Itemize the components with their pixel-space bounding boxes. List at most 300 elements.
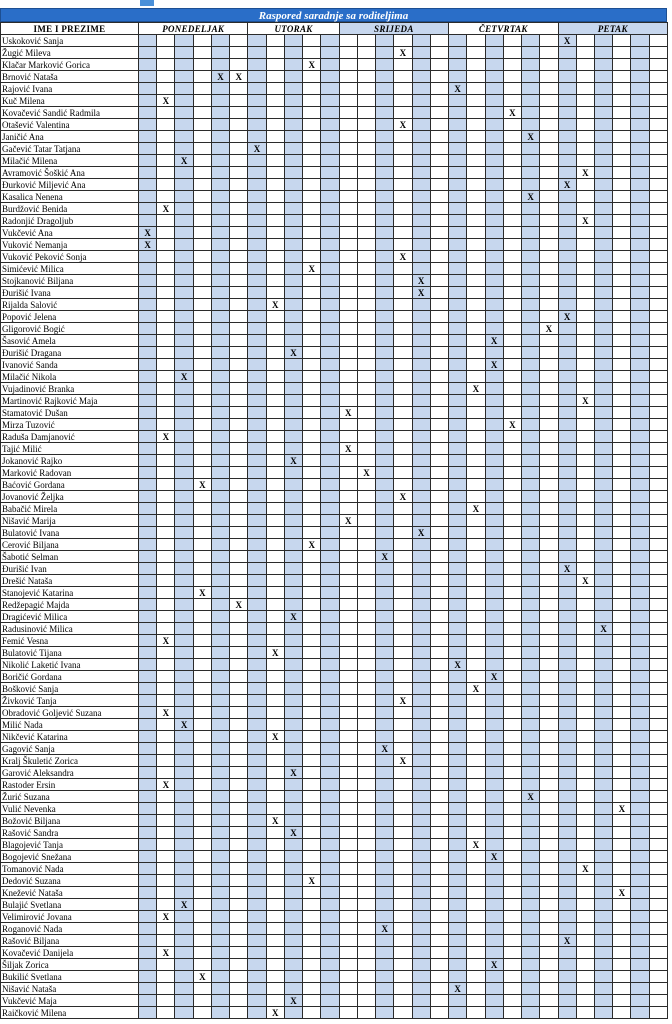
slot-cell	[412, 719, 430, 731]
person-name: Janičić Ana	[1, 131, 139, 143]
slot-cell	[303, 479, 321, 491]
slot-cell	[558, 791, 576, 803]
slot-cell	[357, 131, 375, 143]
slot-cell	[266, 71, 284, 83]
slot-cell	[467, 371, 485, 383]
slot-cell	[558, 287, 576, 299]
slot-cell	[576, 107, 594, 119]
slot-cell	[193, 179, 211, 191]
slot-cell	[594, 563, 612, 575]
slot-cell	[230, 563, 248, 575]
slot-cell	[594, 299, 612, 311]
table-row	[1, 1007, 668, 1019]
slot-cell	[558, 827, 576, 839]
slot-cell	[139, 839, 157, 851]
slot-cell	[193, 731, 211, 743]
slot-cell	[503, 695, 521, 707]
slot-cell	[248, 119, 266, 131]
slot-cell	[521, 827, 539, 839]
slot-cell	[376, 647, 394, 659]
slot-cell	[303, 911, 321, 923]
slot-cell	[594, 323, 612, 335]
slot-cell	[594, 707, 612, 719]
slot-cell	[284, 275, 302, 287]
slot-cell	[248, 155, 266, 167]
slot-cell	[248, 755, 266, 767]
slot-cell	[193, 239, 211, 251]
slot-cell	[412, 851, 430, 863]
slot-cell	[449, 215, 467, 227]
slot-cell	[631, 215, 649, 227]
slot-cell	[303, 347, 321, 359]
slot-cell	[211, 863, 229, 875]
slot-cell	[211, 731, 229, 743]
slot-cell	[540, 311, 558, 323]
slot-cell	[521, 155, 539, 167]
slot-cell	[430, 683, 448, 695]
slot-cell	[230, 983, 248, 995]
slot-cell	[594, 995, 612, 1007]
slot-cell	[248, 539, 266, 551]
person-name: Cerović Biljana	[1, 539, 139, 551]
slot-cell	[230, 959, 248, 971]
slot-cell	[594, 83, 612, 95]
slot-cell	[266, 719, 284, 731]
slot-cell	[303, 635, 321, 647]
slot-cell	[467, 179, 485, 191]
slot-cell	[248, 371, 266, 383]
slot-cell	[211, 479, 229, 491]
slot-cell	[430, 215, 448, 227]
person-name: Bukilić Svetlana	[1, 971, 139, 983]
slot-cell	[248, 959, 266, 971]
slot-cell	[540, 71, 558, 83]
slot-cell	[631, 887, 649, 899]
slot-cell	[430, 947, 448, 959]
slot-cell	[613, 923, 631, 935]
slot-cell	[613, 167, 631, 179]
slot-cell	[540, 851, 558, 863]
slot-cell	[376, 263, 394, 275]
slot-cell	[394, 971, 412, 983]
slot-cell	[339, 839, 357, 851]
slot-cell	[321, 719, 339, 731]
slot-cell	[467, 35, 485, 47]
slot-cell	[558, 659, 576, 671]
day-header-friday: PETAK	[558, 23, 667, 35]
slot-cell	[248, 599, 266, 611]
slot-cell	[284, 383, 302, 395]
slot-cell	[376, 179, 394, 191]
slot-cell	[394, 671, 412, 683]
slot-cell	[594, 947, 612, 959]
slot-cell	[594, 107, 612, 119]
slot-cell	[303, 167, 321, 179]
person-name: Vuković Peković Sonja	[1, 251, 139, 263]
slot-cell	[485, 95, 503, 107]
slot-cell	[430, 971, 448, 983]
slot-cell	[631, 311, 649, 323]
slot-cell	[412, 299, 430, 311]
slot-cell	[521, 563, 539, 575]
slot-cell	[412, 779, 430, 791]
slot-cell	[430, 131, 448, 143]
slot-cell	[303, 359, 321, 371]
slot-cell	[303, 311, 321, 323]
slot-cell	[521, 863, 539, 875]
appointment-mark: X	[157, 95, 175, 107]
slot-cell	[449, 239, 467, 251]
slot-cell	[211, 767, 229, 779]
slot-cell	[430, 83, 448, 95]
slot-cell	[284, 311, 302, 323]
table-row	[1, 815, 668, 827]
slot-cell	[613, 191, 631, 203]
slot-cell	[321, 623, 339, 635]
slot-cell	[412, 131, 430, 143]
table-row	[1, 443, 668, 455]
appointment-mark: X	[540, 323, 558, 335]
slot-cell	[230, 107, 248, 119]
slot-cell	[284, 719, 302, 731]
slot-cell	[558, 431, 576, 443]
slot-cell	[485, 683, 503, 695]
slot-cell	[449, 635, 467, 647]
slot-cell	[211, 575, 229, 587]
table-row	[1, 71, 668, 83]
slot-cell	[339, 923, 357, 935]
slot-cell	[394, 875, 412, 887]
slot-cell	[284, 83, 302, 95]
slot-cell	[649, 551, 667, 563]
person-name: Popović Jelena	[1, 311, 139, 323]
slot-cell	[485, 395, 503, 407]
slot-cell	[157, 791, 175, 803]
slot-cell	[284, 839, 302, 851]
slot-cell	[430, 899, 448, 911]
table-row	[1, 899, 668, 911]
slot-cell	[558, 47, 576, 59]
slot-cell	[631, 971, 649, 983]
person-name: Uskoković Sanja	[1, 35, 139, 47]
slot-cell	[394, 947, 412, 959]
slot-cell	[467, 1007, 485, 1019]
slot-cell	[376, 47, 394, 59]
table-row	[1, 611, 668, 623]
slot-cell	[558, 263, 576, 275]
person-name: Tajić Milić	[1, 443, 139, 455]
appointment-mark: X	[376, 923, 394, 935]
slot-cell	[357, 383, 375, 395]
slot-cell	[613, 851, 631, 863]
slot-cell	[193, 719, 211, 731]
slot-cell	[540, 347, 558, 359]
slot-cell	[485, 347, 503, 359]
slot-cell	[357, 395, 375, 407]
slot-cell	[139, 599, 157, 611]
slot-cell	[157, 695, 175, 707]
slot-cell	[339, 803, 357, 815]
slot-cell	[175, 695, 193, 707]
slot-cell	[266, 167, 284, 179]
slot-cell	[649, 359, 667, 371]
slot-cell	[394, 191, 412, 203]
slot-cell	[321, 899, 339, 911]
slot-cell	[558, 347, 576, 359]
slot-cell	[157, 227, 175, 239]
person-name: Redžepagić Majda	[1, 599, 139, 611]
slot-cell	[394, 203, 412, 215]
slot-cell	[412, 659, 430, 671]
slot-cell	[193, 863, 211, 875]
slot-cell	[503, 143, 521, 155]
slot-cell	[175, 887, 193, 899]
slot-cell	[248, 107, 266, 119]
slot-cell	[357, 311, 375, 323]
table-row	[1, 803, 668, 815]
slot-cell	[266, 431, 284, 443]
slot-cell	[284, 359, 302, 371]
slot-cell	[649, 35, 667, 47]
slot-cell	[649, 959, 667, 971]
slot-cell	[339, 71, 357, 83]
slot-cell	[540, 491, 558, 503]
slot-cell	[467, 719, 485, 731]
slot-cell	[576, 203, 594, 215]
slot-cell	[211, 359, 229, 371]
slot-cell	[248, 815, 266, 827]
slot-cell	[321, 803, 339, 815]
slot-cell	[394, 215, 412, 227]
slot-cell	[230, 143, 248, 155]
slot-cell	[339, 359, 357, 371]
slot-cell	[576, 59, 594, 71]
slot-cell	[248, 1007, 266, 1019]
slot-cell	[558, 923, 576, 935]
slot-cell	[467, 323, 485, 335]
slot-cell	[193, 899, 211, 911]
slot-cell	[321, 59, 339, 71]
slot-cell	[211, 275, 229, 287]
slot-cell	[193, 791, 211, 803]
slot-cell	[357, 347, 375, 359]
slot-cell	[576, 491, 594, 503]
slot-cell	[649, 503, 667, 515]
slot-cell	[485, 191, 503, 203]
slot-cell	[485, 695, 503, 707]
slot-cell	[394, 647, 412, 659]
slot-cell	[485, 407, 503, 419]
slot-cell	[540, 59, 558, 71]
slot-cell	[211, 743, 229, 755]
slot-cell	[576, 647, 594, 659]
slot-cell	[540, 671, 558, 683]
slot-cell	[211, 455, 229, 467]
slot-cell	[394, 683, 412, 695]
slot-cell	[521, 695, 539, 707]
slot-cell	[540, 947, 558, 959]
slot-cell	[193, 119, 211, 131]
slot-cell	[649, 443, 667, 455]
slot-cell	[576, 419, 594, 431]
slot-cell	[175, 947, 193, 959]
person-name: Stamatović Dušan	[1, 407, 139, 419]
slot-cell	[467, 767, 485, 779]
appointment-mark: X	[284, 611, 302, 623]
slot-cell	[339, 935, 357, 947]
slot-cell	[412, 71, 430, 83]
slot-cell	[449, 539, 467, 551]
slot-cell	[521, 731, 539, 743]
slot-cell	[303, 983, 321, 995]
slot-cell	[175, 791, 193, 803]
slot-cell	[576, 887, 594, 899]
slot-cell	[357, 431, 375, 443]
slot-cell	[139, 287, 157, 299]
slot-cell	[230, 407, 248, 419]
slot-cell	[303, 131, 321, 143]
slot-cell	[430, 407, 448, 419]
slot-cell	[357, 83, 375, 95]
slot-cell	[157, 407, 175, 419]
slot-cell	[412, 887, 430, 899]
slot-cell	[649, 203, 667, 215]
slot-cell	[321, 443, 339, 455]
slot-cell	[649, 923, 667, 935]
slot-cell	[467, 395, 485, 407]
slot-cell	[321, 995, 339, 1007]
table-row	[1, 467, 668, 479]
appointment-mark: X	[376, 551, 394, 563]
slot-cell	[613, 299, 631, 311]
slot-cell	[631, 923, 649, 935]
slot-cell	[376, 755, 394, 767]
slot-cell	[339, 767, 357, 779]
slot-cell	[485, 947, 503, 959]
slot-cell	[266, 251, 284, 263]
appointment-mark: X	[412, 527, 430, 539]
slot-cell	[467, 215, 485, 227]
slot-cell	[558, 959, 576, 971]
slot-cell	[430, 335, 448, 347]
person-name: Božović Biljana	[1, 815, 139, 827]
slot-cell	[211, 251, 229, 263]
slot-cell	[157, 275, 175, 287]
appointment-mark: X	[284, 455, 302, 467]
slot-cell	[485, 647, 503, 659]
slot-cell	[376, 35, 394, 47]
slot-cell	[376, 395, 394, 407]
slot-cell	[211, 815, 229, 827]
slot-cell	[248, 47, 266, 59]
slot-cell	[540, 455, 558, 467]
slot-cell	[430, 455, 448, 467]
slot-cell	[485, 299, 503, 311]
slot-cell	[467, 755, 485, 767]
slot-cell	[230, 371, 248, 383]
slot-cell	[266, 83, 284, 95]
slot-cell	[321, 431, 339, 443]
slot-cell	[613, 647, 631, 659]
slot-cell	[157, 839, 175, 851]
slot-cell	[631, 83, 649, 95]
slot-cell	[394, 815, 412, 827]
slot-cell	[631, 71, 649, 83]
slot-cell	[230, 35, 248, 47]
slot-cell	[576, 191, 594, 203]
slot-cell	[193, 407, 211, 419]
slot-cell	[430, 347, 448, 359]
slot-cell	[503, 947, 521, 959]
slot-cell	[230, 131, 248, 143]
slot-cell	[594, 815, 612, 827]
slot-cell	[412, 443, 430, 455]
slot-cell	[467, 479, 485, 491]
slot-cell	[284, 743, 302, 755]
slot-cell	[594, 827, 612, 839]
slot-cell	[230, 311, 248, 323]
slot-cell	[175, 827, 193, 839]
slot-cell	[503, 239, 521, 251]
slot-cell	[521, 215, 539, 227]
slot-cell	[139, 743, 157, 755]
slot-cell	[376, 839, 394, 851]
slot-cell	[540, 47, 558, 59]
slot-cell	[211, 947, 229, 959]
slot-cell	[631, 863, 649, 875]
slot-cell	[613, 131, 631, 143]
person-name: Šabotić Selman	[1, 551, 139, 563]
slot-cell	[467, 875, 485, 887]
slot-cell	[558, 143, 576, 155]
slot-cell	[139, 647, 157, 659]
slot-cell	[139, 167, 157, 179]
slot-cell	[613, 911, 631, 923]
slot-cell	[613, 587, 631, 599]
slot-cell	[394, 923, 412, 935]
slot-cell	[467, 539, 485, 551]
appointment-mark: X	[576, 167, 594, 179]
slot-cell	[631, 143, 649, 155]
slot-cell	[303, 203, 321, 215]
slot-cell	[521, 479, 539, 491]
appointment-mark: X	[485, 959, 503, 971]
slot-cell	[412, 923, 430, 935]
slot-cell	[376, 947, 394, 959]
slot-cell	[558, 407, 576, 419]
slot-cell	[576, 251, 594, 263]
slot-cell	[357, 59, 375, 71]
slot-cell	[157, 731, 175, 743]
slot-cell	[303, 95, 321, 107]
slot-cell	[211, 287, 229, 299]
slot-cell	[649, 143, 667, 155]
person-name: Dragićević Milica	[1, 611, 139, 623]
table-row	[1, 47, 668, 59]
slot-cell	[157, 287, 175, 299]
slot-cell	[649, 251, 667, 263]
slot-cell	[175, 71, 193, 83]
appointment-mark: X	[303, 875, 321, 887]
slot-cell	[594, 839, 612, 851]
slot-cell	[485, 515, 503, 527]
slot-cell	[139, 539, 157, 551]
table-row	[1, 407, 668, 419]
slot-cell	[248, 383, 266, 395]
slot-cell	[193, 947, 211, 959]
slot-cell	[284, 419, 302, 431]
slot-cell	[139, 251, 157, 263]
